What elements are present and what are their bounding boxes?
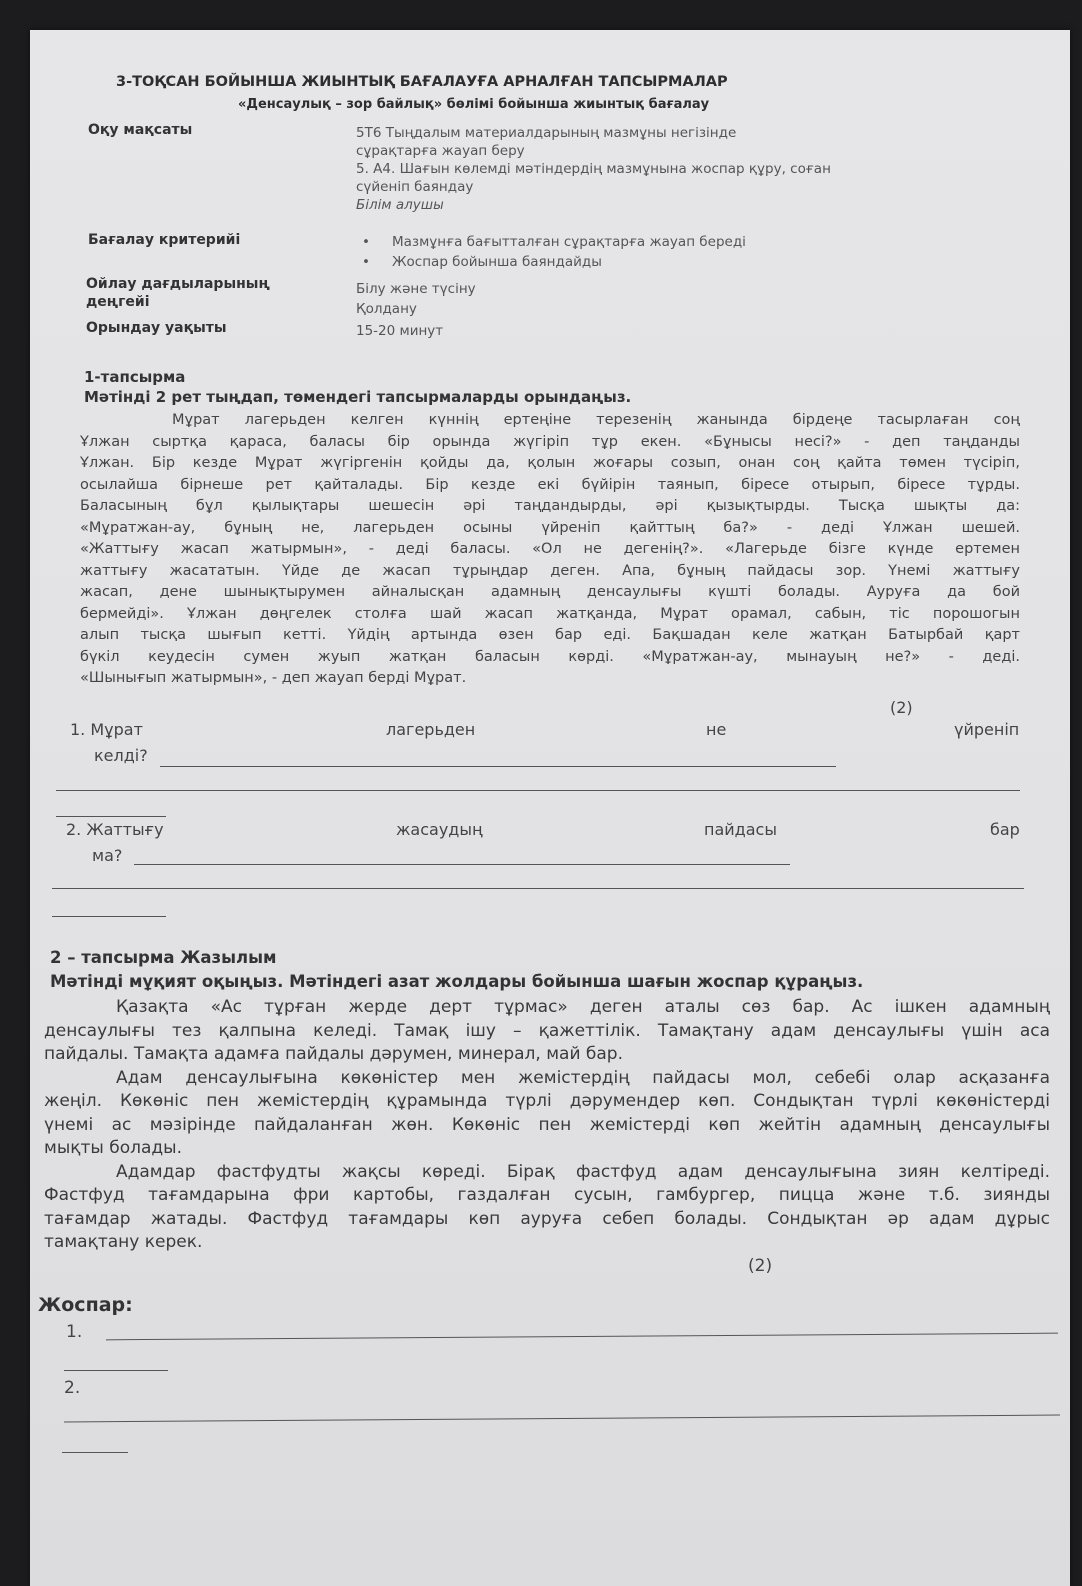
plan-1-answer-line[interactable] <box>106 1333 1058 1341</box>
worksheet-title: 3-ТОҚСАН БОЙЫНША ЖИЫНТЫҚ БАҒАЛАУҒА АРНАЛҒАН ТАПСЫРМАЛАР <box>116 74 728 90</box>
q1-answer-line-2[interactable] <box>56 790 1020 791</box>
time-label: Орындау уақыты <box>86 320 227 336</box>
task1-line: Ұлжан. Бір кезде Мұрат жүгіргенін қойды да, қолын жоғары созып, онан соң қайта төмен түсіріп, <box>80 455 1020 471</box>
time-value: 15-20 минут <box>356 323 444 339</box>
task1-line: осылайша бірнеше рет қайталады. Бір кезде екі бүйірін таянып, біресе отырып, біресе тұрды. <box>80 476 1020 493</box>
plan-item-1: 1. <box>66 1322 83 1342</box>
learning-goal-1b: сұрақтарға жауап беру <box>356 143 525 159</box>
learning-goal-3: Білім алушы <box>356 197 444 213</box>
q1-answer-line-3[interactable] <box>56 816 166 817</box>
task2-text <box>44 996 1050 1255</box>
task1-line: «Шынығып жатырмын», - деп жауап берді Мұрат. <box>80 670 467 686</box>
criteria-item-1: • Мазмұнға бағытталған сұрақтарға жауап береді <box>362 234 746 250</box>
learning-goal-2b: сүйеніп баяндау <box>356 179 474 195</box>
learning-goal-2a: 5. А4. Шағын көлемді мәтіндердің мазмұнына жоспар құру, соған <box>356 161 831 177</box>
criteria-label: Бағалау критерийі <box>88 232 241 248</box>
task2-line: Адамдар фастфудты жақсы көреді. Бірақ фастфуд адам денсаулығына зиян келтіреді. <box>116 1161 1050 1182</box>
q2-answer-line-3[interactable] <box>52 916 166 917</box>
thinking-label-2: деңгейі <box>86 294 150 310</box>
task1-line: алып тысқа шығып кетті. Үйдің артында өзен бар еді. Бақшадан келе жатқан Батырбай қарт <box>80 627 1020 643</box>
criteria-item-2: • Жоспар бойынша баяндайды <box>362 254 602 270</box>
task1-line: «Мұратжан-ау, бұның не, лагерьден осыны үйреніп қайттың ба?» - деді Ұлжан шешей. <box>80 519 1020 536</box>
task1-line: бермейді». Ұлжан дөңгелек столға шай жасап жатқанда, Мұрат орамал, сабын, тіс порошогын <box>80 605 1020 622</box>
worksheet-page <box>30 30 1070 1586</box>
plan-label: Жоспар: <box>38 1294 133 1316</box>
learning-goal-label: Оқу мақсаты <box>88 122 193 138</box>
q2-answer-line-1[interactable] <box>134 864 790 865</box>
thinking-label-1: Ойлау дағдыларының <box>86 276 270 292</box>
task2-line: Қазақта «Ас тұрған жерде дерт тұрмас» деген аталы сөз бар. Ас ішкен адамның <box>116 997 1050 1017</box>
task1-line: Мұрат лагерьден келген күннің ертеңіне терезенің жанында бірдеңе тасырлаған соң <box>172 412 1020 428</box>
task2-title: 2 – тапсырма Жазылым <box>50 948 277 967</box>
task1-line: Баласының бұл қылықтары шешесін әрі таңдандырды, әрі қызықтырды. Тысқа шықты да: <box>80 498 1020 514</box>
thinking-level-2: Қолдану <box>356 301 417 317</box>
q2-word-2: жасаудың <box>396 820 483 839</box>
q1-word-5: келді? <box>94 746 148 765</box>
task2-line: үнемі ас мәзірінде пайдаланған жөн. Көкөніс пен жемістерді көп жейтін адамның денсаулығы <box>44 1114 1050 1135</box>
task2-line: Фастфуд тағамдарына фри картобы, газдалған сусын, гамбургер, пицца және т.б. зиянды <box>44 1185 1050 1205</box>
task2-line: Адам денсаулығына көкөністер мен жемістердің пайдасы мол, себебі олар асқазанға <box>116 1067 1050 1088</box>
task2-line: тағамдар жатады. Фастфуд тағамдары көп ауруға себеп болады. Сондықтан әр адам дұрыс <box>44 1208 1050 1229</box>
q2-word-3: пайдасы <box>704 820 777 839</box>
task1-line: бүкіл кеудесін сумен жуып жатқан баласын көрді. «Мұратжан-ау, мынауың не?» - деді. <box>80 648 1020 665</box>
q1-word-2: лагерьден <box>386 720 476 739</box>
task2-line: мықты болады. <box>44 1138 182 1158</box>
q1-answer-line-1[interactable] <box>160 766 836 767</box>
q2-word-1: 2. Жаттығу <box>66 820 164 839</box>
learning-goals <box>356 124 996 214</box>
task1-line: жаттығу жасататын. Үйде де жасап тұрыңдар деген. Апа, бұның пайдасы зор. Үнемі жаттығу <box>80 562 1020 579</box>
q2-word-4: бар <box>990 820 1020 839</box>
task1-score: (2) <box>890 698 913 717</box>
q2-word-5: ма? <box>92 846 123 865</box>
learning-goal-1a: 5Т6 Тыңдалым материалдарының мазмұны негізінде <box>356 125 737 141</box>
q1-word-1: 1. Мұрат <box>70 720 143 739</box>
task1-line: жасап, дене шынықтырумен айналысқан адамның денсаулығы күшті болады. Ауруға да бой <box>80 584 1020 600</box>
worksheet-subtitle: «Денсаулық – зор байлық» бөлімі бойынша жиынтық бағалау <box>238 97 710 112</box>
task1-title: 1-тапсырма <box>84 368 186 386</box>
q1-word-4: үйреніп <box>954 720 1020 739</box>
plan-2-answer-line[interactable] <box>64 1415 1060 1423</box>
task2-line: жеңіл. Көкөніс пен жемістердің құрамында түрлі дәрумендер көп. Сондықтан түрлі көкөністерді <box>44 1091 1050 1111</box>
task1-text <box>80 410 1020 690</box>
q1-word-3: не <box>706 720 727 739</box>
task2-line: пайдалы. Тамақта адамға пайдалы дәрумен, минерал, май бар. <box>44 1044 623 1064</box>
plan-2-answer-line-2[interactable] <box>62 1452 128 1453</box>
task1-line: Ұлжан сыртқа қараса, баласы бір орында жүгіріп тұр екен. «Бұнысы несі?» - деп таңданды <box>80 433 1020 450</box>
task2-line: тамақтану керек. <box>44 1232 203 1252</box>
plan-item-2: 2. <box>64 1378 81 1398</box>
task1-line: «Жаттығу жасап жатырмын», - деді баласы. «Ол не дегенің?». «Лагерьде бізге күнде ертемен <box>80 541 1020 557</box>
task2-score: (2) <box>748 1256 773 1276</box>
q2-answer-line-2[interactable] <box>52 888 1024 889</box>
thinking-level-1: Білу және түсіну <box>356 281 476 297</box>
plan-1-answer-line-2[interactable] <box>64 1370 168 1371</box>
task1-instruction: Мәтінді 2 рет тыңдап, төмендегі тапсырмаларды орындаңыз. <box>84 388 632 406</box>
task2-line: денсаулығы тез қалпына келеді. Тамақ ішу – қажеттілік. Тамақтану адам денсаулығы үшін аса <box>44 1020 1050 1041</box>
task2-instruction: Мәтінді мұқият оқыңыз. Мәтіндегі азат жолдары бойынша шағын жоспар құраңыз. <box>50 972 864 991</box>
